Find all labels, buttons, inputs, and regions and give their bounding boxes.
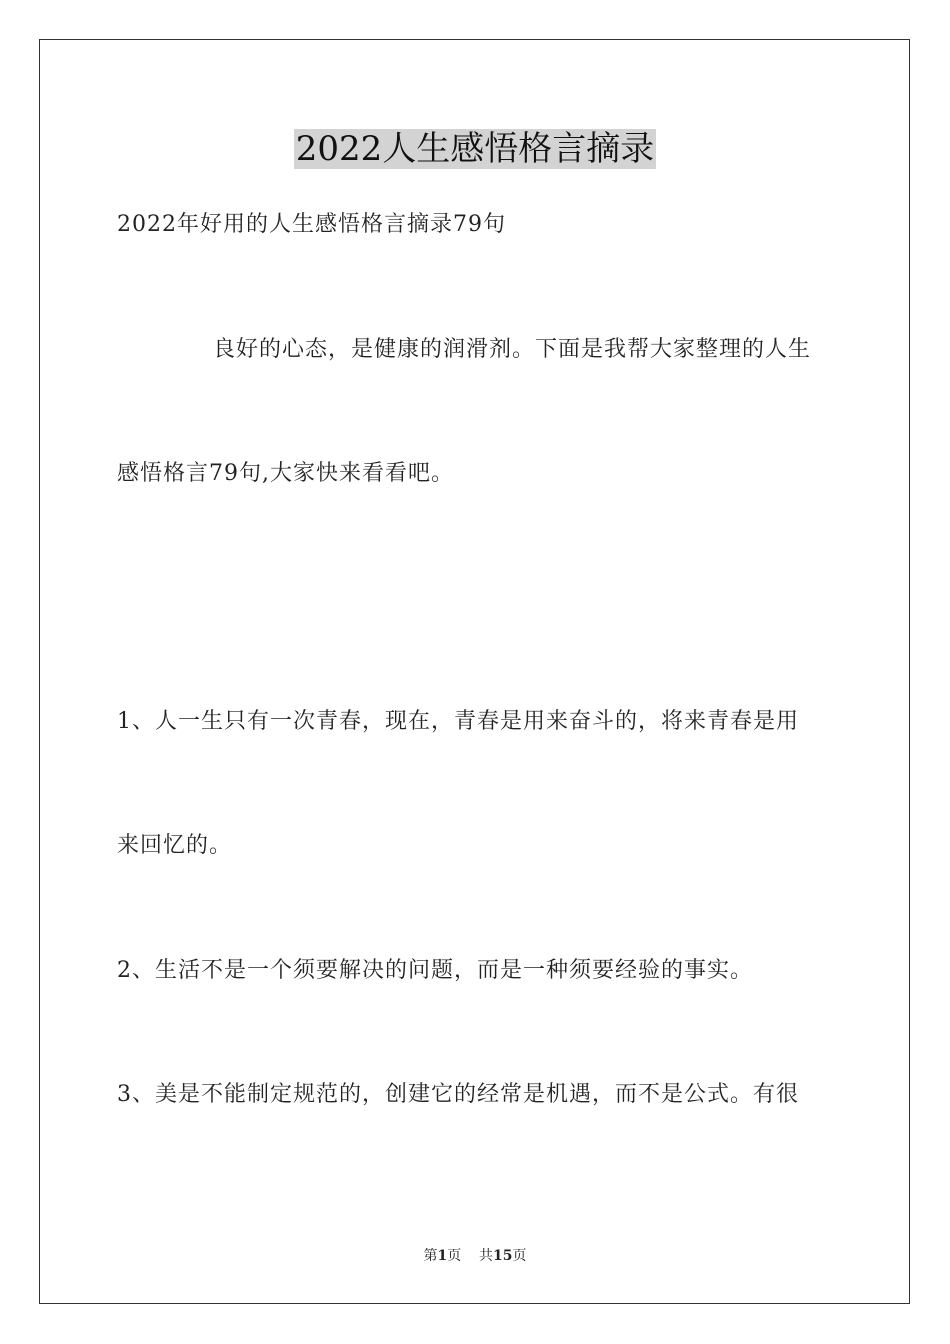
footer-page-prefix: 第 — [423, 1248, 438, 1264]
quote-1-line-2: 来回忆的。 — [117, 833, 233, 858]
paragraph-intro-line-2: 感悟格言79句,大家快来看看吧。 — [117, 461, 454, 486]
footer-page-number: 1 — [437, 1248, 448, 1264]
quote-2: 2、生活不是一个须要解决的问题，而是一种须要经验的事实。 — [117, 958, 753, 983]
document-subtitle: 2022年好用的人生感悟格言摘录79句 — [117, 212, 506, 237]
footer-total-prefix: 共 — [479, 1248, 494, 1264]
document-title: 2022人生感悟格言摘录 — [295, 129, 655, 169]
footer-total-pages: 15 — [493, 1248, 513, 1264]
footer-total-suffix: 页 — [512, 1248, 527, 1264]
quote-1-line-1: 1、人一生只有一次青春，现在，青春是用来奋斗的，将来青春是用 — [117, 709, 799, 734]
footer-page-suffix: 页 — [447, 1248, 462, 1264]
document-title-wrapper — [0, 128, 950, 170]
quote-3-line-1: 3、美是不能制定规范的，创建它的经常是机遇，而不是公式。有很 — [117, 1082, 799, 1107]
page-footer — [0, 1247, 950, 1265]
paragraph-intro-line-1: 良好的心态，是健康的润滑剂。下面是我帮大家整理的人生 — [213, 337, 812, 362]
